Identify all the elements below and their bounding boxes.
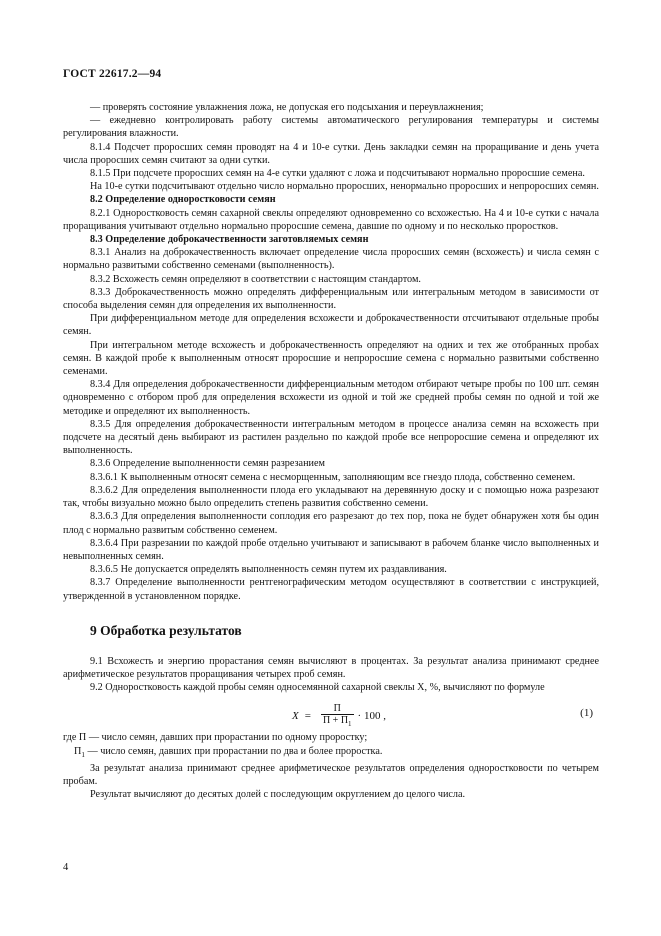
where-symbol-subscript: 1 [81,750,85,759]
paragraph: 8.3.6 Определение выполненности семян разрезанием [90,458,325,470]
formula-equals: = [304,710,311,723]
paragraph: 8.1.5 При подсчете проросших семян на 4-е сутки удаляют с ложа и подсчитывают нормально проросшие семена. [90,168,585,180]
paragraph: 8.3.7 Определение выполненности рентгенографическим методом осуществляют в соответствии с инструкцией, утвержденной в установленном порядке. [63,577,599,602]
subsection-title-8-3: 8.3 Определение доброкачественности заготовляемых семян [90,234,369,246]
paragraph: — проверять состояние увлажнения ложа, не допуская его подсыхания и переувлажнения; [90,102,484,113]
formula-denominator-subscript: 1 [348,720,352,729]
paragraph: Результат вычисляют до десятых долей с последующим округлением до целого числа. [90,789,466,801]
formula-number: (1) [580,707,593,720]
document-body [63,101,599,801]
paragraph: 9.1 Всхожесть и энергию прорастания семян вычисляют в процентах. За результат анализа принимают среднее арифметическое результатов проращивания четырех проб семян. [63,655,599,680]
paragraph: 8.3.5 Для определения доброкачественности интегральным методом в процессе анализа семян на всхожесть при подсчете на десятый день выбирают из растилен раздельно по каждой пробе все непроросшие семена и определяют их выполненность. [63,418,599,457]
formula-block [63,697,599,729]
paragraph: 9.2 Одноростковость каждой пробы семян односемянной сахарной свеклы X, %, вычисляют по формуле [90,682,545,694]
where-line-2 [63,745,599,762]
document-header: ГОСТ 22617.2—94 [63,68,162,80]
page-number: 4 [63,862,69,873]
paragraph: За результат анализа принимают среднее арифметическое результатов определения одноростковости по четырем пробам. [63,762,599,787]
paragraph: При дифференциальном методе для определения всхожести и доброкачественности отсчитывают отдельные пробы семян. [63,313,599,338]
subsection-title-8-2: 8.2 Определение одноростковости семян [90,194,276,206]
paragraph: 8.3.4 Для определения доброкачественности дифференциальным методом отбирают четыре пробы по 100 шт. семян одновременно с отбором проб для определения всхожести из одной и той же средней пробы семян по одной и той же методике и определяют их выполненность. [63,379,599,417]
where-text: — число семян, давших при прорастании по два и более проростка. [84,745,383,757]
formula-fraction [321,703,354,730]
paragraph: 8.3.2 Всхожесть семян определяют в соответствии с настоящим стандартом. [90,273,421,285]
paragraph: 8.1.4 Подсчет проросших семян проводят на 4 и 10-е сутки. День закладки семян на проращивание и день учета числа проросших семян считают за одни сутки. [63,141,599,166]
paragraph: 8.3.6.5 Не допускается определять выполненность семян путем их раздавливания. [90,564,447,576]
paragraph: 8.3.6.4 При разрезании по каждой пробе отдельно учитывают и записывают в рабочем бланке число выполненных и невыполненных семян. [63,537,599,562]
paragraph: На 10-е сутки подсчитывают отдельно число нормально проросших, ненормально проросших и непроросших семян. [90,181,599,193]
formula-tail: · 100 , [357,710,386,723]
formula-denominator-main: П + П [322,715,349,727]
paragraph: 8.3.6.3 Для определения выполненности соплодия его разрезают до тех пор, пока не будет обнаружен хотя бы один плод с нормально развитым собственно семенем. [63,511,599,536]
section-title-9: 9 Обработка результатов [90,622,242,638]
paragraph: 8.3.1 Анализ на доброкачественность включает определение числа проросших семян (всхожесть) и числа семян с нормально развитыми собственно семенами (выполненность). [63,247,599,272]
paragraph: 8.3.6.1 К выполненным относят семена с несморщенным, заполняющим все гнездо плода, собственно семенем. [90,471,576,483]
formula-denominator [321,715,354,730]
where-symbol: П [74,745,82,757]
formula-expression [292,703,386,730]
paragraph: — ежедневно контролировать работу системы автоматического регулирования температуры и системы регулирования влажности. [63,115,599,140]
paragraph: При интегральном методе всхожесть и доброкачественность определяют на одних и тех же отобранных пробах семян. В каждой пробе к выполненным относят проросшие и непроросшие семена с нормально развитыми собственно семенами. [63,339,599,378]
paragraph: 8.3.3 Доброкачественность можно определять дифференциальным или интегральным методом в зависимости от способа выделения семян для определения их выполненности. [63,286,599,312]
where-line-1: где П — число семян, давших при прорастании по одному проростку; [63,732,368,744]
paragraph: 8.2.1 Одноростковость семян сахарной свеклы определяют одновременно со всхожестью. На 4 и 10-е сутки с начала проращивания учитывают отдельно нормально проросшие семена, давшие по одному и по несколько проростков. [63,207,599,232]
formula-lhs: X [292,710,299,723]
paragraph: 8.3.6.2 Для определения выполненности плода его укладывают на деревянную доску и с помощью ножа разрезают так, чтобы визуально можно было определить степень развития собственно семени. [63,484,599,510]
formula-numerator: П [333,703,341,715]
